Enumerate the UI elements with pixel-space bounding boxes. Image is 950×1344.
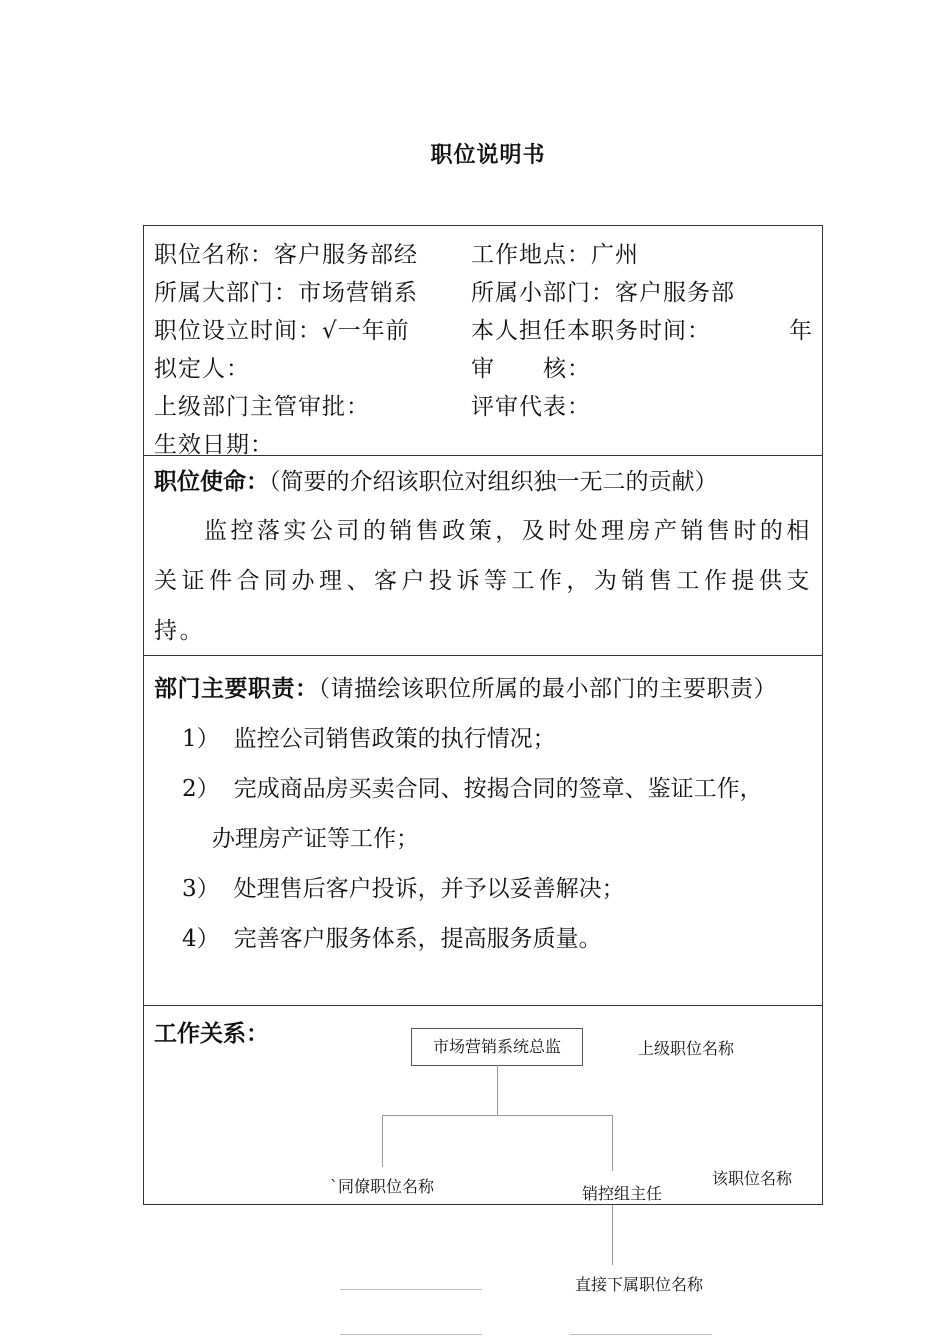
mission-hint: （简要的介绍该职位对组织独一无二的贡献） bbox=[269, 469, 718, 495]
connector-line bbox=[612, 1115, 613, 1171]
minor-department-field: 所属小部门：客户服务部 bbox=[471, 280, 735, 306]
duty-item-continuation: 办理房产证等工作； bbox=[212, 826, 419, 852]
superior-position-label: 上级职位名称 bbox=[638, 1039, 735, 1058]
duties-label: 部门主要职责： bbox=[154, 676, 319, 702]
duty-number: 4） bbox=[182, 926, 220, 952]
duty-item bbox=[154, 864, 812, 914]
superior-position-box: 市场营销系统总监 bbox=[411, 1028, 583, 1066]
duty-number: 2） bbox=[182, 776, 220, 802]
duty-number: 3） bbox=[182, 876, 220, 902]
peer-position-label: `同僚职位名称 bbox=[330, 1177, 435, 1196]
basic-info-section bbox=[144, 226, 822, 456]
duties-section bbox=[144, 656, 822, 1006]
self-position-label: 该职位名称 bbox=[712, 1169, 793, 1188]
info-row bbox=[154, 236, 812, 274]
duty-item bbox=[154, 914, 812, 964]
duty-number: 1） bbox=[182, 726, 220, 752]
mission-label: 职位使命： bbox=[154, 469, 269, 495]
supervisor-approval-field: 上级部门主管审批： bbox=[154, 394, 370, 420]
duty-text: 处理售后客户投诉，并予以妥善解决； bbox=[233, 876, 625, 902]
mission-heading bbox=[154, 462, 812, 502]
position-name-field: 职位名称：客户服务部经 bbox=[154, 242, 418, 268]
page-title: 职位说明书 bbox=[430, 143, 546, 168]
duty-item bbox=[154, 714, 812, 764]
duty-item bbox=[154, 764, 812, 814]
review-rep-field: 评审代表： bbox=[471, 394, 591, 420]
subordinate-position-label: 直接下属职位名称 bbox=[575, 1275, 704, 1294]
blank-placeholder-line bbox=[340, 1289, 482, 1290]
tenure-field: 本人担任本职务时间： bbox=[471, 318, 711, 344]
mission-section bbox=[144, 456, 822, 656]
connector-line bbox=[612, 1205, 613, 1265]
established-time-field: 职位设立时间：√一年前 bbox=[154, 318, 410, 344]
drafter-field: 拟定人： bbox=[154, 356, 250, 382]
duties-hint: （请描绘该职位所属的最小部门的主要职责） bbox=[318, 676, 777, 702]
info-row bbox=[154, 350, 812, 388]
connector-line bbox=[497, 1065, 498, 1115]
relations-label: 工作关系： bbox=[154, 1021, 269, 1047]
connector-line bbox=[382, 1115, 383, 1167]
duty-text: 完善客户服务体系，提高服务质量。 bbox=[233, 926, 602, 952]
reviewer-field: 审 核： bbox=[471, 356, 591, 382]
blank-placeholder-line bbox=[570, 1334, 712, 1335]
connector-line bbox=[382, 1115, 613, 1116]
self-position-box: 销控组主任 bbox=[582, 1184, 663, 1203]
major-department-field: 所属大部门：市场营销系 bbox=[154, 280, 418, 306]
info-row bbox=[154, 388, 812, 426]
info-row bbox=[154, 274, 812, 312]
blank-placeholder-line bbox=[340, 1334, 482, 1335]
duty-text: 完成商品房买卖合同、按揭合同的签章、鉴证工作， bbox=[233, 776, 763, 802]
duty-text: 监控公司销售政策的执行情况； bbox=[233, 726, 556, 752]
effective-date-field: 生效日期： bbox=[154, 432, 274, 458]
work-location-field: 工作地点：广州 bbox=[471, 242, 639, 268]
tenure-year-unit: 年 bbox=[789, 318, 812, 344]
duties-heading bbox=[154, 664, 812, 714]
info-row bbox=[154, 312, 812, 350]
mission-text: 监控落实公司的销售政策，及时处理房产销售时的相关证件合同办理、客户投诉等工作，为销售工作提供支持。 bbox=[154, 518, 812, 644]
